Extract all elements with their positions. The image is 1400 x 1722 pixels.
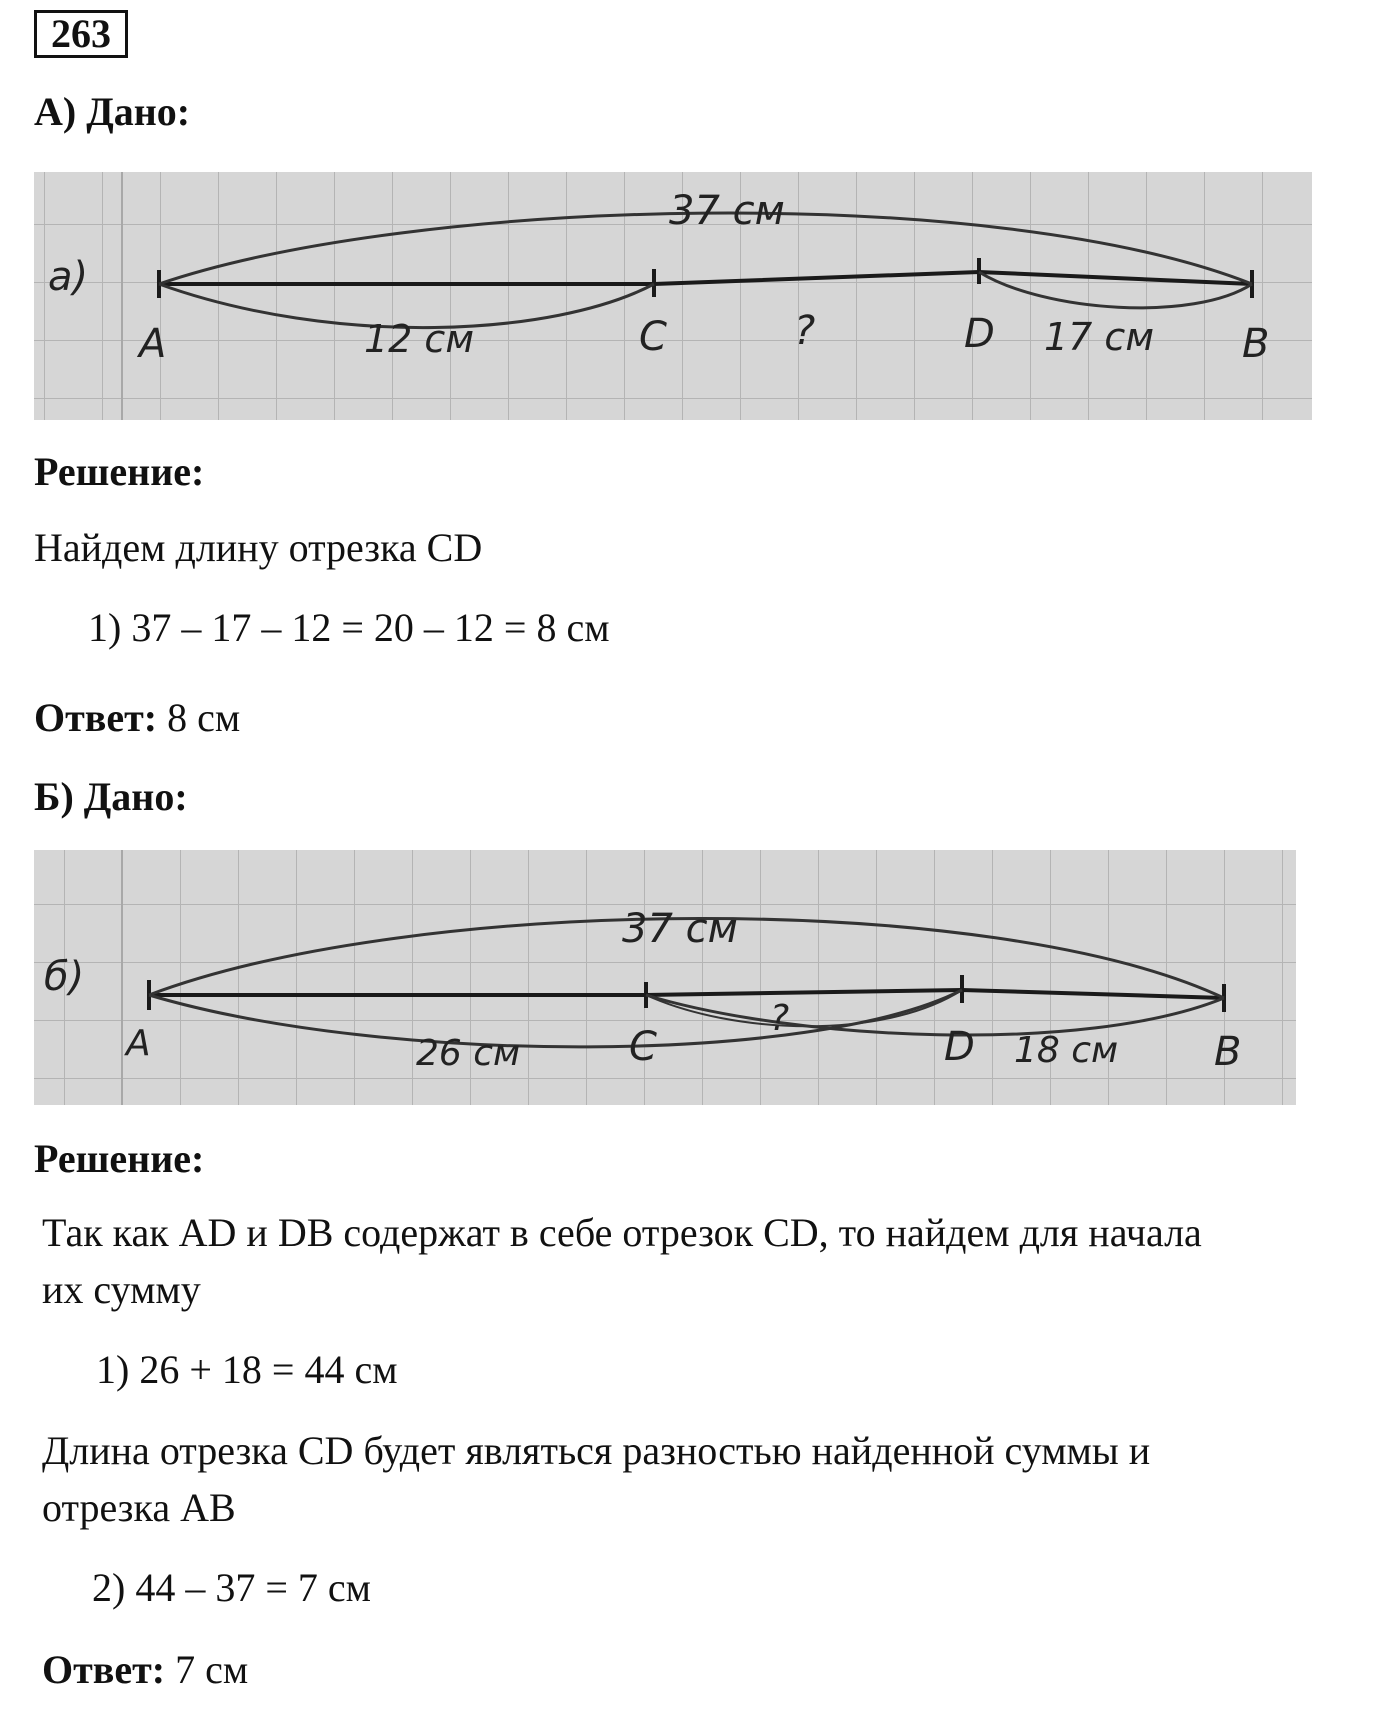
part-b-solution-heading: Решение: <box>34 1136 205 1181</box>
point-b-label: B <box>1242 321 1270 367</box>
segment-ad-label: 26 см <box>416 1033 521 1074</box>
segment-cb-label: 18 см <box>1014 1030 1119 1071</box>
part-b-given-heading: Б) Дано: <box>34 774 188 819</box>
segment-db-label: 17 см <box>1044 315 1154 359</box>
part-a-solution-heading: Решение: <box>34 449 205 494</box>
point-d-label: D <box>964 311 995 357</box>
part-b-answer <box>42 1642 248 1698</box>
part-b-diagram-photo <box>34 850 1296 1105</box>
part-a-answer-value: 8 см <box>157 695 241 740</box>
part-a-step-1: 1) 37 – 17 – 12 = 20 – 12 = 8 см <box>88 605 610 650</box>
part-a-answer-label: Ответ: <box>34 695 158 740</box>
part-a-given-heading: А) Дано: <box>34 89 191 134</box>
segment-ac-label: 12 см <box>364 317 474 361</box>
segment-cd-unknown: ? <box>794 308 816 354</box>
part-a-text-1: Найдем длину отрезка CD <box>34 525 483 570</box>
point-d-label: D <box>944 1024 975 1070</box>
part-a-diagram-photo <box>34 172 1312 420</box>
segment-cd-unknown: ? <box>770 998 790 1039</box>
part-a-label: а) <box>48 254 89 300</box>
point-c-label: C <box>629 1024 657 1070</box>
total-length-label: 37 см <box>669 188 785 234</box>
part-b-text-1-line2: их сумму <box>42 1267 201 1312</box>
point-c-label: C <box>639 314 667 360</box>
part-b-text-1-line1: Так как AD и DB содержат в себе отрезок CD, то найдем для начала <box>42 1210 1202 1255</box>
problem-number: 263 <box>34 10 128 58</box>
part-b-answer-value: 7 см <box>165 1647 249 1692</box>
part-b-text-2-line2: отрезка AB <box>42 1485 236 1530</box>
part-b-step-1: 1) 26 + 18 = 44 см <box>96 1347 398 1392</box>
part-b-step-2: 2) 44 – 37 = 7 см <box>92 1565 371 1610</box>
part-b-answer-label: Ответ: <box>42 1647 166 1692</box>
part-b-text-2-line1: Длина отрезка CD будет являться разностью найденной суммы и <box>42 1428 1151 1473</box>
part-a-segment-diagram <box>34 172 1312 420</box>
point-b-label: B <box>1214 1029 1242 1075</box>
part-b-label: б) <box>44 954 85 1000</box>
part-b-segment-diagram <box>34 850 1296 1105</box>
point-a-label: A <box>126 1023 151 1064</box>
total-length-label: 37 см <box>622 906 738 952</box>
point-a-label: A <box>139 321 167 367</box>
part-a-answer <box>34 690 240 746</box>
